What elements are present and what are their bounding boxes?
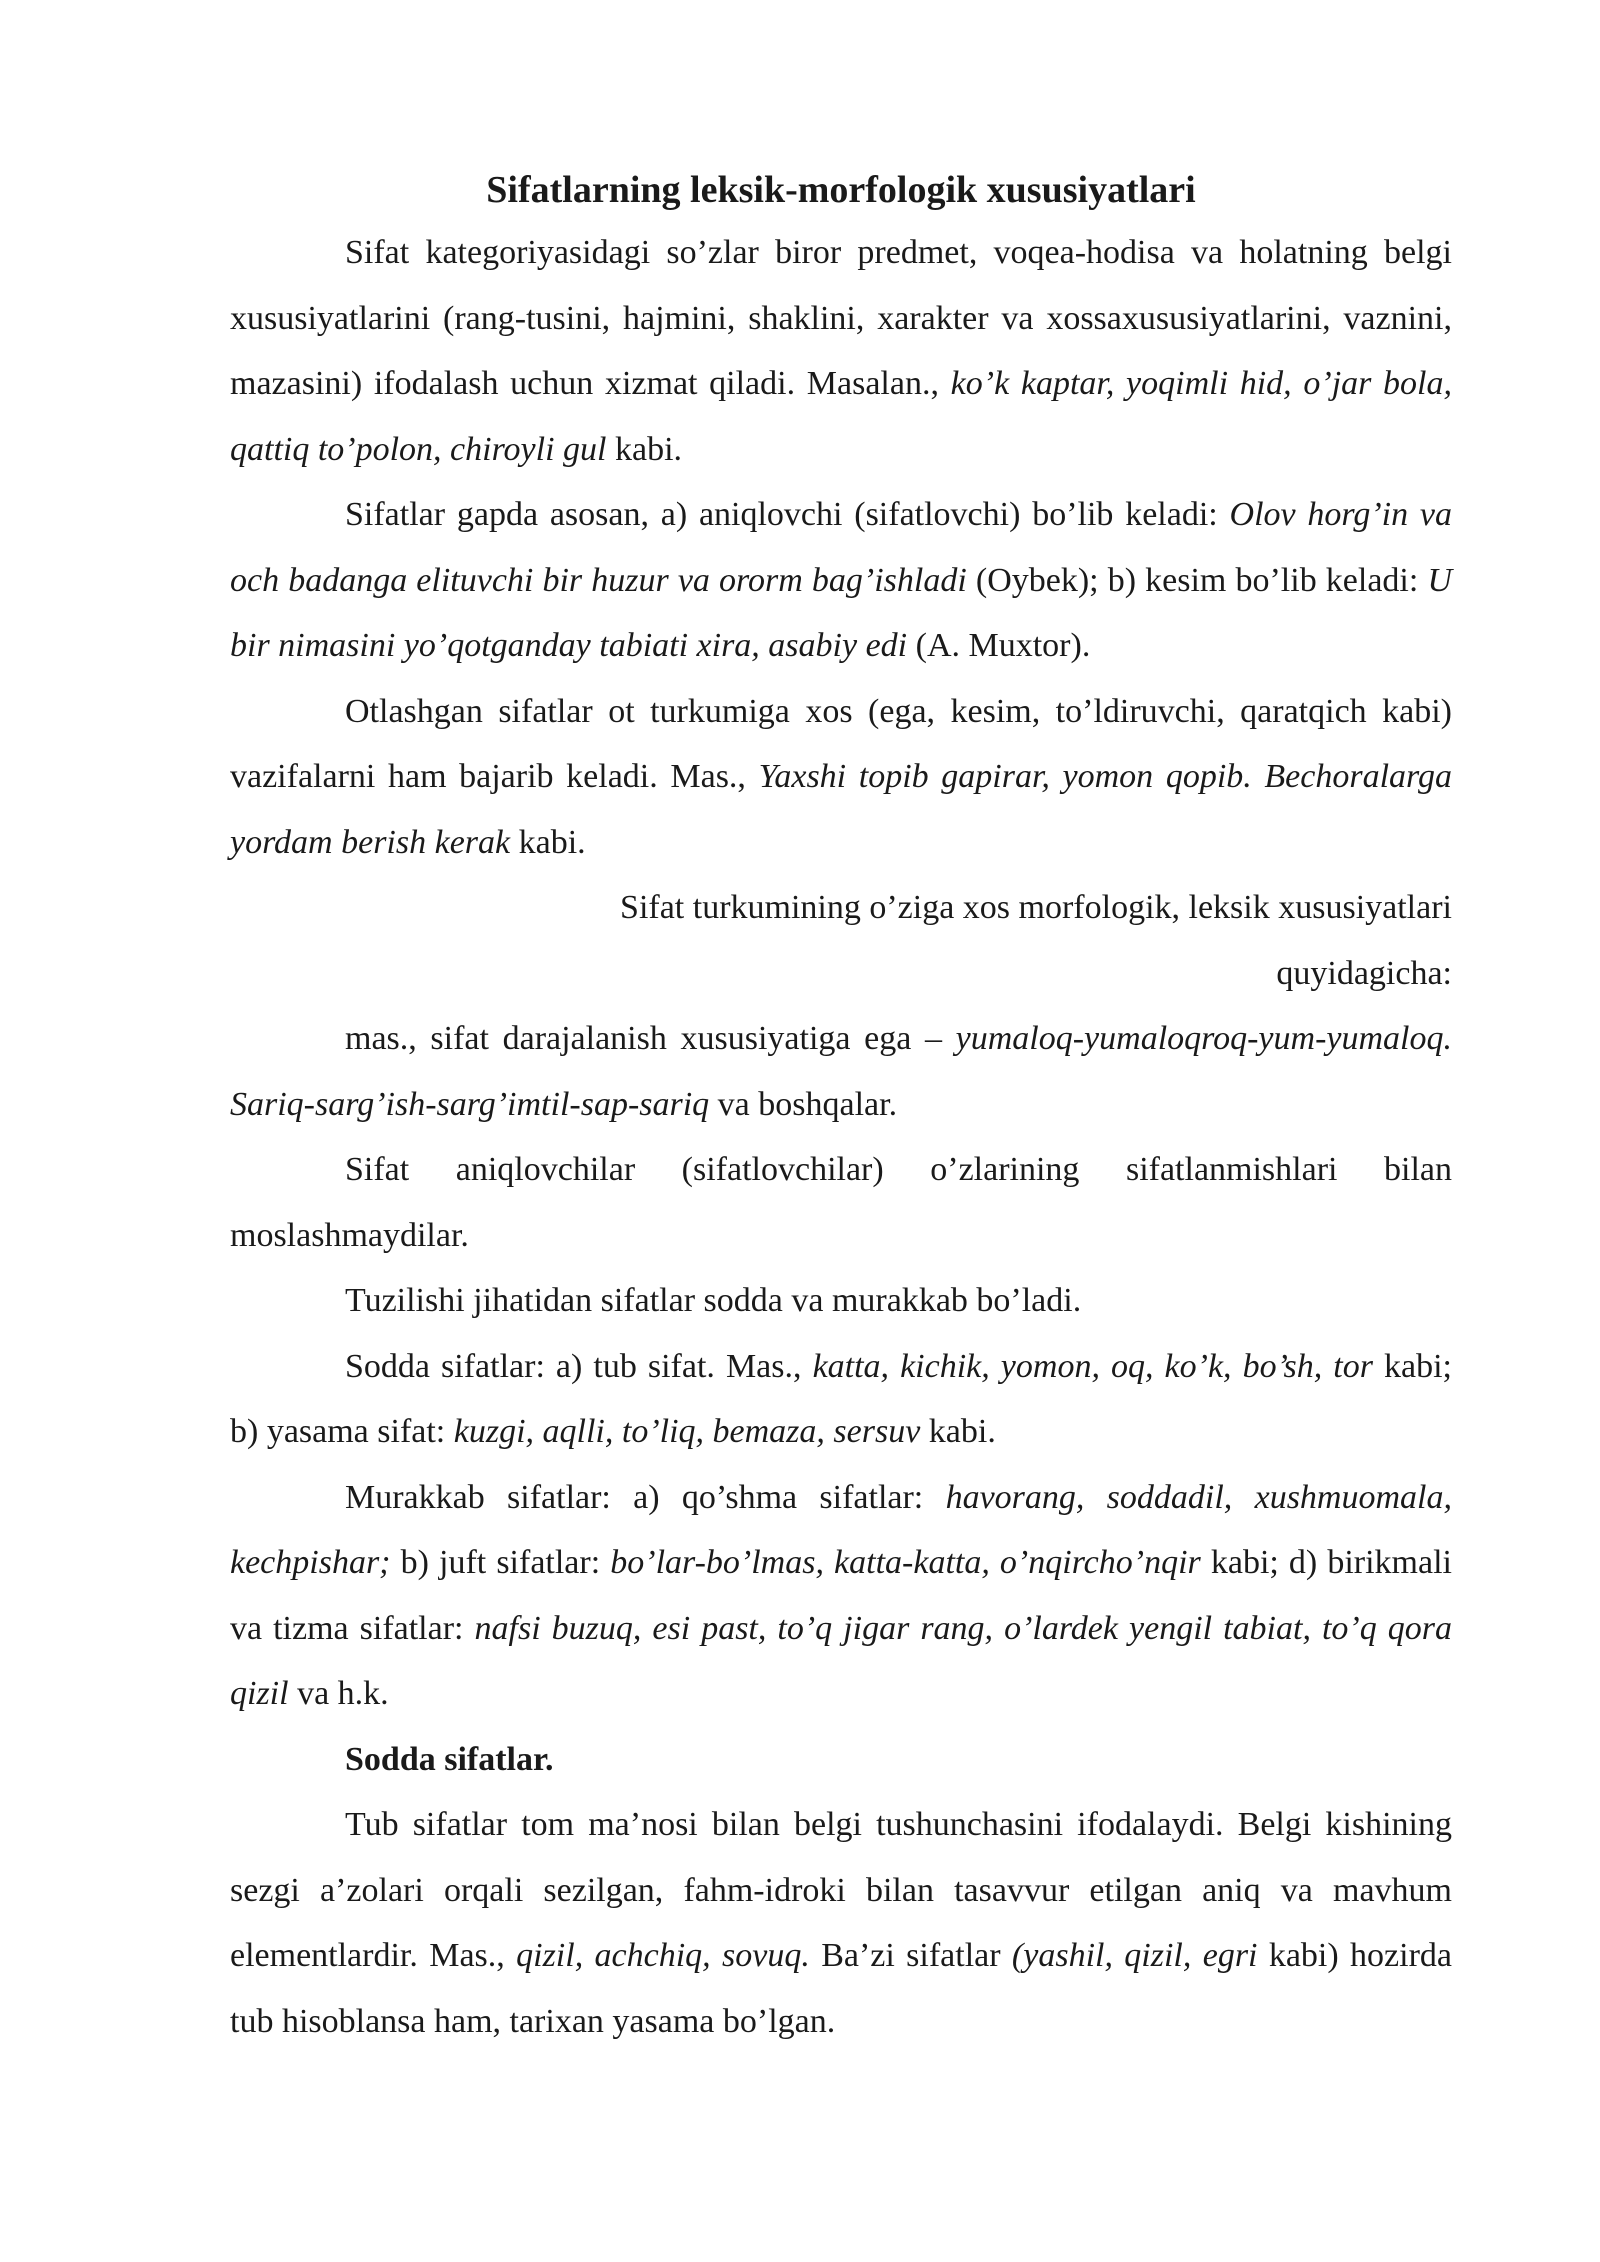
paragraph-text: kabi) hozirda tub hisoblansa ham, tarixan yasama bo’lgan. xyxy=(230,1937,1453,2040)
paragraph-text: Sifat kategoriyasidagi so’zlar biror predmet, voqea-hodisa va holatning belgi xususiyatlarini (rang-tusini, hajmini, shaklini, xarakter va xossaxususiyatlarini, vaznini, mazasini) ifodalash uchun xizmat qiladi. Masalan., xyxy=(230,234,1452,402)
example-text: nafsi buzuq, esi past, to’q jigar rang, o’lardek yengil tabiat, to’q qora qizil xyxy=(230,1609,1452,1712)
paragraph-text: (A. Muxtor). xyxy=(907,627,1091,664)
paragraph-10 xyxy=(230,1792,1452,2054)
paragraph-3 xyxy=(230,679,1452,876)
example-text: (yashil, qizil, egri xyxy=(1011,1937,1258,1974)
example-text: bo’lar-bo’lmas, katta-katta, o’nqircho’nqir xyxy=(610,1544,1201,1581)
paragraph-9 xyxy=(230,1465,1452,1727)
paragraph-text: kabi; d) birikmali va tizma sifatlar: xyxy=(230,1544,1452,1647)
example-text: havorang, soddadil, xushmuomala, kechpishar; xyxy=(230,1478,1452,1581)
document-title: Sifatlarning leksik-morfologik xususiyatlari xyxy=(486,169,1196,211)
paragraph-text: b) juft sifatlar: xyxy=(390,1544,611,1581)
paragraph-text: Ba’zi sifatlar xyxy=(809,1937,1012,1974)
paragraph-text: Otlashgan sifatlar ot turkumiga xos (ega, kesim, to’ldiruvchi, qaratqich kabi) vazifalarni ham bajarib keladi. Mas., xyxy=(230,692,1452,795)
paragraph-text: (Oybek); b) kesim bo’lib keladi: xyxy=(966,561,1428,599)
paragraph-text: kabi. xyxy=(510,823,586,861)
example-text: katta, kichik, yomon, oq, ko’k, bo’sh, tor xyxy=(812,1347,1373,1385)
paragraph-6: Sifat aniqlovchilar (sifatlovchilar) o’zlarining sifatlanmishlari bilan moslashmaydilar. xyxy=(230,1151,1452,1254)
paragraph-text: Sodda sifatlar: a) tub sifat. Mas., xyxy=(345,1347,813,1385)
paragraph-5 xyxy=(230,1006,1452,1137)
document-page xyxy=(230,160,1452,2054)
paragraph-text: va h.k. xyxy=(288,1675,389,1712)
paragraph-7: Tuzilishi jihatidan sifatlar sodda va murakkab bo’ladi. xyxy=(345,1282,1082,1319)
example-text: U bir nimasini yo’qotganday tabiati xira, asabiy edi xyxy=(230,561,1452,664)
paragraph-2 xyxy=(230,482,1452,679)
paragraph-4: Sifat turkumining o’ziga xos morfologik, leksik xususiyatlari quyidagicha: xyxy=(620,889,1452,992)
example-text: Olov horg’in va och badanga elituvchi bir huzur va ororm bag’ishladi xyxy=(230,496,1453,599)
paragraph-text: Tub sifatlar tom ma’nosi bilan belgi tushunchasini ifodalaydi. Belgi kishining sezgi a’zolari orqali sezilgan, fahm-idroki bilan tasavvur etilgan aniq va mavhum elementlardir. Mas., xyxy=(230,1806,1452,1974)
paragraph-8 xyxy=(230,1334,1452,1465)
example-text: yumaloq-yumaloqroq-yum-yumaloq. Sariq-sarg’ish-sarg’imtil-sap-sariq xyxy=(230,1020,1452,1123)
example-text: kuzgi, aqlli, to’liq, bemaza, sersuv xyxy=(453,1413,921,1450)
paragraph-text: Sifatlar gapda asosan, a) aniqlovchi (sifatlovchi) bo’lib keladi: xyxy=(345,496,1230,533)
paragraph-text: va boshqalar. xyxy=(709,1085,898,1123)
paragraph-1 xyxy=(230,220,1452,482)
example-text: ko’k kaptar, yoqimli hid, o’jar bola, qattiq to’polon, chiroyli gul xyxy=(230,365,1453,468)
section-heading: Sodda sifatlar. xyxy=(345,1740,554,1778)
example-text: Yaxshi topib gapirar, yomon qopib. Bechoralarga yordam berish kerak xyxy=(230,758,1452,861)
paragraph-text: kabi. xyxy=(920,1413,996,1450)
paragraph-text: kabi; b) yasama sifat: xyxy=(230,1347,1452,1450)
paragraph-text: kabi. xyxy=(606,430,683,468)
paragraph-text: Murakkab sifatlar: a) qo’shma sifatlar: xyxy=(345,1478,946,1516)
example-text: qizil, achchiq, sovuq. xyxy=(516,1937,810,1974)
paragraph-text: mas., sifat darajalanish xususiyatiga ega – xyxy=(345,1020,956,1057)
